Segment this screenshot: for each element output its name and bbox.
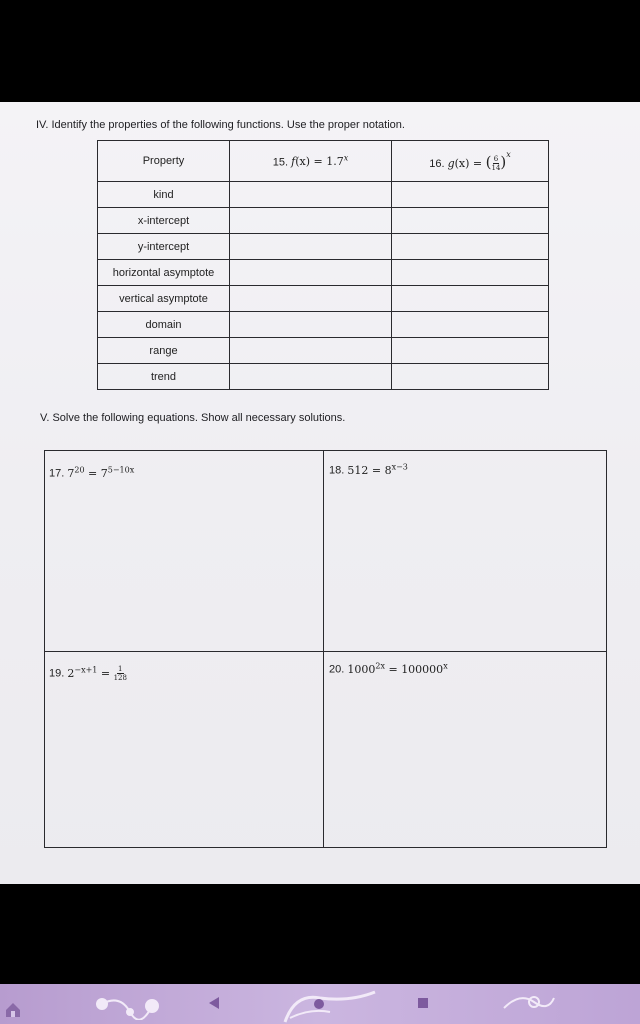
- recents-icon[interactable]: [417, 997, 429, 1009]
- problem-18: 18. $512 = 8^{x-3}$: [329, 462, 408, 477]
- problem-19: 19. $2^{-x+1}$ = $\frac{1}{128}$: [49, 665, 127, 683]
- answer-cell[interactable]: [392, 208, 549, 234]
- row-label-y-intercept: y-intercept: [98, 234, 230, 260]
- table-row: [98, 260, 549, 286]
- header-function-16: 16. g(x) = ( $\frac{6}{14}$ )$^x$: [392, 141, 549, 182]
- answer-cell[interactable]: [230, 364, 392, 390]
- row-label-range: range: [98, 338, 230, 364]
- table-row: [98, 338, 549, 364]
- table-row: [98, 364, 549, 390]
- back-icon[interactable]: [207, 996, 221, 1010]
- table-row: [98, 234, 549, 260]
- answer-cell[interactable]: [230, 312, 392, 338]
- answer-cell[interactable]: [392, 182, 549, 208]
- answer-cell[interactable]: [392, 338, 549, 364]
- home-icon[interactable]: [4, 1001, 22, 1019]
- answer-cell[interactable]: [230, 208, 392, 234]
- fraction-1-128: $\frac{1}{128}$: [113, 665, 127, 683]
- row-label-x-intercept: x-intercept: [98, 208, 230, 234]
- grid-divider-horizontal: [45, 651, 606, 652]
- problem-17: 17. $7^{20} = 7^{5-10x}$: [49, 465, 135, 480]
- table-row: [98, 286, 549, 312]
- row-label-domain: domain: [98, 312, 230, 338]
- header-function-15: 15. $f(x) = 1.7^x$: [230, 141, 392, 182]
- row-label-kind: kind: [98, 182, 230, 208]
- answer-cell[interactable]: [230, 234, 392, 260]
- grid-divider-vertical: [323, 451, 324, 847]
- section-iv-heading: IV. Identify the properties of the following functions. Use the proper notation.: [36, 119, 405, 131]
- answer-cell[interactable]: [392, 234, 549, 260]
- answer-cell[interactable]: [230, 260, 392, 286]
- decorative-flourish-icon: [90, 992, 180, 1020]
- table-row: [98, 208, 549, 234]
- answer-cell[interactable]: [230, 182, 392, 208]
- section-v-heading: V. Solve the following equations. Show all necessary solutions.: [40, 412, 346, 424]
- row-label-trend: trend: [98, 364, 230, 390]
- table-row: [98, 312, 549, 338]
- answer-cell[interactable]: [392, 260, 549, 286]
- table-row: [98, 182, 549, 208]
- decorative-flower-icon: [500, 990, 556, 1018]
- decorative-swirl-icon: [280, 988, 380, 1024]
- answer-cell[interactable]: [392, 312, 549, 338]
- home-circle-icon[interactable]: [313, 998, 325, 1010]
- fraction-6-14: $\frac{6}{14}$: [491, 155, 501, 173]
- answer-cell[interactable]: [392, 286, 549, 312]
- answer-cell[interactable]: [392, 364, 549, 390]
- header-property: Property: [98, 141, 230, 182]
- problem-20: 20. $1000^{2x} = 100000^x$: [329, 661, 448, 676]
- table-header-row: [98, 141, 549, 182]
- properties-table: [97, 140, 549, 390]
- answer-cell[interactable]: [230, 338, 392, 364]
- android-navigation-bar: [0, 984, 640, 1024]
- equations-grid: [44, 450, 607, 848]
- row-label-vertical-asymptote: vertical asymptote: [98, 286, 230, 312]
- answer-cell[interactable]: [230, 286, 392, 312]
- row-label-horizontal-asymptote: horizontal asymptote: [98, 260, 230, 286]
